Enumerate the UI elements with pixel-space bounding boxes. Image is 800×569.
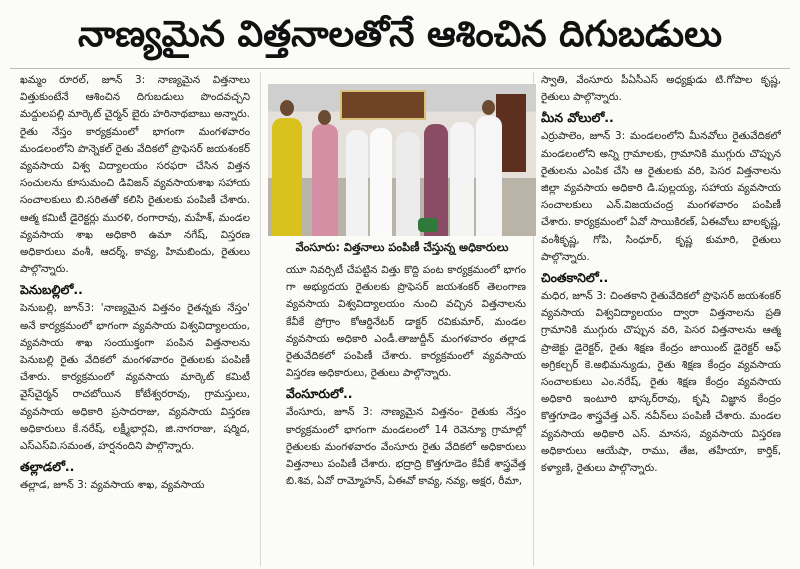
article-paragraph: యూ నివర్సిటీ చేపట్టిన విత్తు కొద్ది పంట కార్యక్రమంలో భాగం గా అభ్యుదయ రైతులకు ప్రొఫెసర్ జయశంకర్ తెలంగాణ వ్యవసాయ విశ్వవిద్యాలయం నుంచి వచ్చిన విత్తనాలను కేవీకే ప్రోగ్రాం కోఆర్డినేటర్ డాక్టర్ రవికుమార్, మండల వ్యవసాయ అధికారి ఎండీ.తాజుద్దీన్ మంగళవారం తల్లాడ రైతువేదికలో పంపిణీ చేశారు. కార్యక్రమంలో వ్యవసాయ విస్తరణ అధికారులు, రైతులు పాల్గొన్నారు.	[286, 264, 526, 380]
photo-caption: వేంసూరు: విత్తనాలు పంపిణీ చేస్తున్న అధికారులు	[295, 241, 509, 254]
photo-person	[450, 122, 474, 236]
photo-person	[370, 128, 392, 236]
subheading-meenavolu: మీన వోలులో..	[541, 110, 614, 126]
photo-person	[346, 130, 368, 236]
subheading-vemsoor: వేంసూరులో..	[286, 386, 353, 402]
headline-rule	[10, 68, 790, 69]
article-paragraph: తల్లాడ, జూన్ 3: వ్యవసాయ శాఖ, వ్యవసాయ	[20, 479, 205, 492]
column-2	[286, 262, 526, 566]
article-paragraph: ఖమ్మం రూరల్, జూన్ 3: నాణ్యమైన విత్తనాలు విత్తుకుంటేనే ఆశించిన దిగుబడులు పొందవచ్చని మద్దులపల్లి మార్కెట్ చైర్మన్ బైరు హరినాథబాబు అన్నారు. రైతు నేస్తం కార్యక్రమంలో భాగంగా మంగళవారం మండలంలోని పొన్నెకల్ రైతు వేదికలో ప్రొఫెసర్ జయశంకర్ వ్యవసాయ విశ్వ విద్యాలయం సరఫరా చేసిన విత్తన సంచులను కూసుమంచి డివిజన్ వ్యవసాయశాఖ సహాయ సంచాలకులు బి.సరితతో కలిసి రైతులకు పంపిణీ చేశారు. ఆత్మ కమిటీ డైరెక్టర్లు మురళి, రంగారావు, మహేశ్, మండల వ్యవసాయ శాఖ అధికారి ఉమా నగేష్, విస్తరణ అధికారులు వంశీ, ఆదర్శ్, కావ్య, హిమబిందు, రైతులు పాల్గొన్నారు.	[20, 74, 250, 276]
article-paragraph: ఎర్రుపాలెం, జూన్ 3: మండలంలోని మీనవోలు రైతువేదికలో మండలంలోని అన్ని గ్రామాలకు, గ్రామానికి ముగ్గురు చొప్పున రైతులను ఎంపిక చేసి ఆ రైతులకు వరి, పెసర విత్తనాలను జిల్లా వ్యవసాయ అధికారి డి.పుల్లయ్య, సహాయ వ్యవసాయ సంచాలకులు ఎన్.విజయచంద్ర మంగళవారం పంపిణీ చేశారు. కార్యక్రమంలో ఏవో సాయికిరణ్, ఏఈవోలు బాలకృష్ణ, వంశీకృష్ణ, గోపి, సింధూర్, కృష్ణ కుమారి, రైతులు పాల్గొన్నారు.	[541, 130, 781, 263]
photo-person	[476, 116, 502, 236]
photo-person	[396, 132, 420, 236]
news-photo	[268, 84, 536, 236]
headline: నాణ్యమైన విత్తనాలతోనే ఆశించిన దిగుబడులు	[77, 14, 723, 55]
subheading-tallada: తల్లాడలో..	[20, 459, 75, 475]
column-3	[541, 72, 781, 566]
photo-person	[272, 118, 302, 236]
article-paragraph: పెనుబల్లి, జూన్3: 'నాణ్యమైన విత్తనం రైతన్నకు నేస్తం' అనే కార్యక్రమంలో భాగంగా వ్యవసాయ విశ్వవిద్యాలయం, వ్యవసాయ శాఖ సంయుక్తంగా పంపిన విత్తనాలను పెనుబల్లి రైతు వేదికలో మంగళవారం రైతులకు పంపిణీ చేశారు. కార్యక్రమంలో వ్యవసాయ మార్కెట్ కమిటీ వైస్‌చైర్మన్ రాచబోయిన కోటేశ్వరరావు, గ్రామస్తులు, వ్యవసాయ అధికారి ప్రసాదరాజు, వ్యవసాయ విస్తరణ అధికారులు కే.నరేష్, లక్ష్మీభార్గవి, జి.నాగరాజు, షర్మిద, ఎస్ఎస్‌వి.సమంత, హర్షనందిని పాల్గొన్నారు.	[20, 302, 250, 453]
photo-person-head	[280, 100, 294, 116]
article-paragraph: వేంసూరు, జూన్ 3: నాణ్యమైన విత్తనం- రైతుకు నేస్తం కార్యక్రమంలో భాగంగా మండలంలో 14 రెవెన్యూ గ్రామాల్లో రైతులకు మంగళవారం వేంసూరు రైతు వేదికలో అధికారులు విత్తనాలు పంపిణీ చేశారు. భద్రాద్రి కొత్తగూడెం కేవీకే శాస్త్రవేత్త బి.శివ, ఏవో రామ్మోహన్, ఏఈవో కావ్య, నవ్య, అక్షర, రీమా,	[286, 406, 526, 488]
photo-person	[312, 124, 338, 236]
photo-banner	[340, 90, 426, 120]
photo-person-head	[318, 110, 331, 125]
article-paragraph: స్వాతి, వేంసూరు పీఏసీఎస్ అధ్యక్షుడు టి.గోపాల కృష్ణ, రైతులు పాల్గొన్నారు.	[541, 74, 781, 104]
seed-bags	[418, 218, 438, 232]
article-paragraph: మధిర, జూన్ 3: చింతకాని రైతువేదికలో ప్రొఫెసర్ జయశంకర్ వ్యవసాయ విశ్వవిద్యాలయం ద్వారా విత్తనాలను ప్రతి గ్రామానికి ముగ్గురు చొప్పున వరి, పెసర విత్తనాలను ఆత్మ ప్రాజెక్టు డైరెక్టర్, రైతు శిక్షణ కేంద్రం జాయింట్ డైరెక్టర్ ఆఫ్ అగ్రికల్చర్ కె.అభిమన్యుడు, రైతు శిక్షణ కేంద్రం వ్యవసాయ సంచాలకులు ఎం.నరేష్, రైతు శిక్షణ కేంద్రం వ్యవసాయ అధికారి ఇంటూరి భాస్కర్‌రావు, కృషి విజ్ఞాన కేంద్రం కొత్తగూడెం శాస్త్రవేత్త ఎన్. నవీన్‌లు పంపిణీ చేశారు. మండల వ్యవసాయ అధికారి ఎస్. మానస, వ్యవసాయ విస్తరణ అధికారులు ఆయేషా, రాము, తేజ, తహీయా, కార్తిక్, కళ్యాణి, రైతులు పాల్గొన్నారు.	[541, 290, 781, 475]
subheading-penuballi: పెనుబల్లిలో..	[20, 282, 83, 298]
subheading-chintakani: చింతకానిలో..	[541, 270, 609, 286]
column-divider	[260, 72, 261, 566]
photo-person-head	[482, 100, 495, 115]
column-1	[20, 72, 250, 566]
